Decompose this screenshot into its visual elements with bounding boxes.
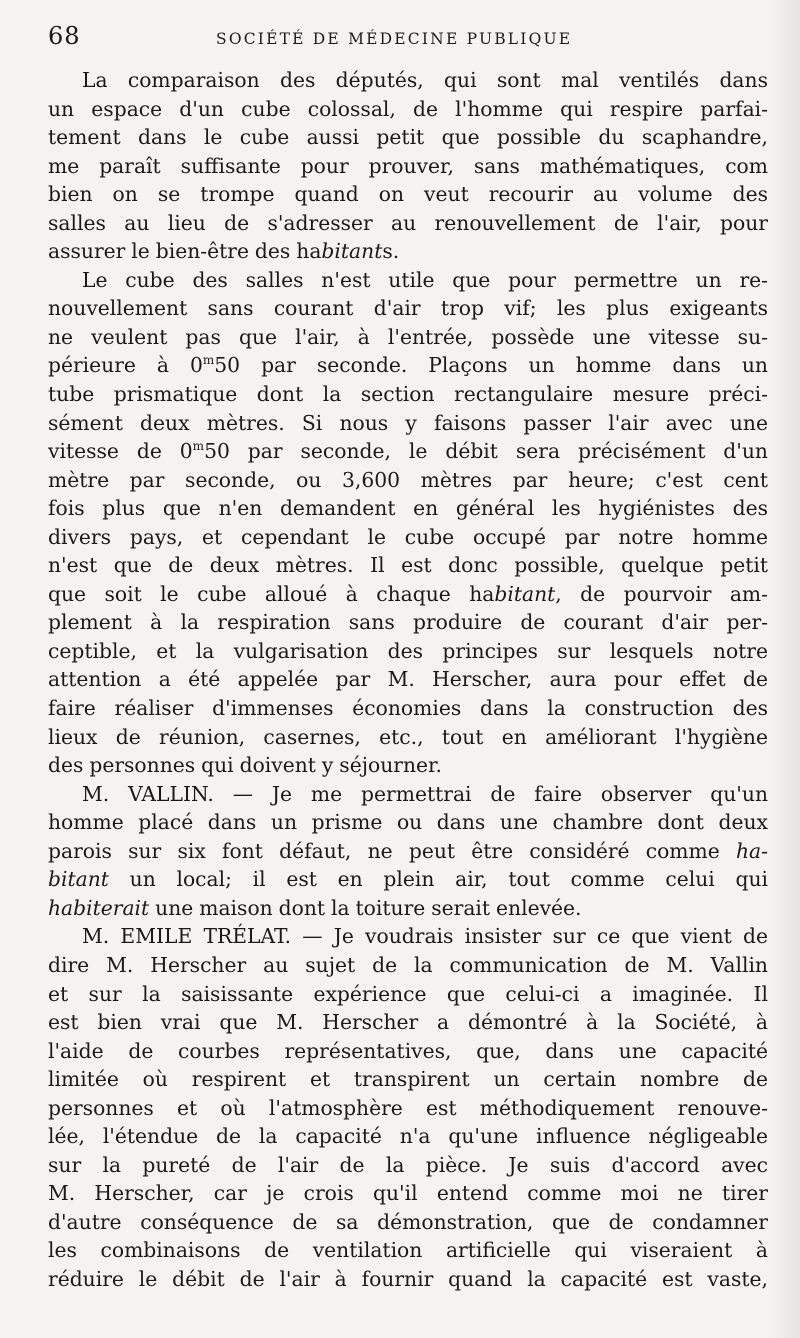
text-line: personnes et où l'atmosphère est méthodiquement renouve- [48, 1095, 768, 1120]
text-fragment: — Je voudrais insister sur ce que vient de [302, 924, 768, 949]
paragraph-cube-des-salles [48, 266, 768, 780]
text-line: sément deux mètres. Si nous y faisons passer l'air avec une [48, 410, 768, 435]
speaker-name: M. EMILE TRÉLAT. [82, 924, 292, 949]
text-line: tement dans le cube aussi petit que possible du scaphandre, [48, 125, 768, 150]
text-line: que soit le cube alloué à chaque habitant, de pourvoir am- [48, 581, 768, 606]
running-head: SOCIÉTÉ DE MÉDECINE PUBLIQUE [216, 30, 573, 48]
text-line: fois plus que n'en demandent en général les hygiénistes des [48, 496, 768, 521]
text-line: sur la pureté de l'air de la pièce. Je suis d'accord avec [48, 1152, 768, 1177]
text-line: n'est que de deux mètres. Il est donc possible, quelque petit [48, 553, 768, 578]
text-line: ne veulent pas que l'air, à l'entrée, possède une vitesse su- [48, 324, 768, 349]
text-line: réduire le débit de l'air à fournir quand la capacité est vaste, [48, 1266, 768, 1291]
text-line: lée, l'étendue de la capacité n'a qu'une influence négligeable [48, 1124, 768, 1149]
text-line: divers pays, et cependant le cube occupé par notre homme [48, 524, 768, 549]
paragraph-vallin [48, 780, 768, 923]
text-line [48, 780, 768, 809]
text-line: des personnes qui doivent y séjourner. [48, 753, 442, 778]
text-line: lieux de réunion, casernes, etc., tout en améliorant l'hygiène [48, 724, 768, 749]
text-line: plement à la respiration sans produire de courant d'air per- [48, 610, 768, 635]
paragraph-trelat [48, 922, 768, 1293]
text-line: me paraît suffisante pour prouver, sans mathématiques, com [48, 153, 768, 178]
text-line [48, 922, 768, 951]
text-line: est bien vrai que M. Herscher a démontré à la Société, à [48, 1010, 768, 1035]
text-line: bitant un local; il est en plein air, tout comme celui qui [48, 867, 768, 892]
page-gutter-shadow [770, 0, 800, 1338]
text-line: bien on se trompe quand on veut recourir au volume des [48, 182, 768, 207]
text-line: M. Herscher, car je crois qu'il entend comme moi ne tirer [48, 1181, 768, 1206]
text-line: La comparaison des députés, qui sont mal ventilés dans [82, 68, 768, 92]
text-line: limitée où respirent et transpirent un certain nombre de [48, 1067, 768, 1092]
text-line: Le cube des salles n'est utile que pour permettre un re- [82, 267, 768, 292]
text-line: les combinaisons de ventilation artificielle qui viseraient à [48, 1238, 768, 1263]
text-line: assurer le bien-être des habitants. [48, 239, 400, 264]
text-line: attention a été appelée par M. Herscher, aura pour effet de [48, 667, 768, 692]
text-line: faire réaliser d'immenses économies dans la construction des [48, 696, 768, 721]
text-line: mètre par seconde, ou 3,600 mètres par heure; c'est cent [48, 467, 768, 492]
text-line: dire M. Herscher au sujet de la communication de M. Vallin [48, 952, 768, 977]
text-line: ceptible, et la vulgarisation des principes sur lesquels notre [48, 638, 768, 663]
text-line: l'aide de courbes représentatives, que, dans une capacité [48, 1038, 768, 1063]
text-line: et sur la saisissante expérience que celui-ci a imaginée. Il [48, 981, 768, 1006]
text-line: nouvellement sans courant d'air trop vif; les plus exigeants [48, 296, 768, 321]
page-number: 68 [48, 22, 81, 50]
text-line: vitesse de 0$^m$50 par seconde, le débit sera précisément d'un [48, 439, 768, 464]
text-line: un espace d'un cube colossal, de l'homme qui respire parfai- [48, 96, 768, 121]
text-line: d'autre conséquence de sa démonstration, que de condamner [48, 1209, 768, 1234]
page-header [48, 22, 768, 66]
text-line: salles au lieu de s'adresser au renouvellement de l'air, pour [48, 210, 768, 235]
body-text [48, 66, 768, 1294]
text-line: homme placé dans un prisme ou dans une chambre dont deux [48, 810, 768, 835]
text-line: habiterait une maison dont la toiture serait enlevée. [48, 895, 582, 920]
text-line: périeure à 0$^m$50 par seconde. Plaçons un homme dans un [48, 353, 768, 378]
text-line: parois sur six font défaut, ne peut être considéré comme ha- [48, 838, 768, 863]
text-fragment: — Je me permettrai de faire observer qu'un [232, 781, 769, 806]
paragraph-comparison [48, 66, 768, 266]
text-line: tube prismatique dont la section rectangulaire mesure préci- [48, 382, 768, 407]
speaker-name: M. VALLIN. [82, 781, 214, 806]
